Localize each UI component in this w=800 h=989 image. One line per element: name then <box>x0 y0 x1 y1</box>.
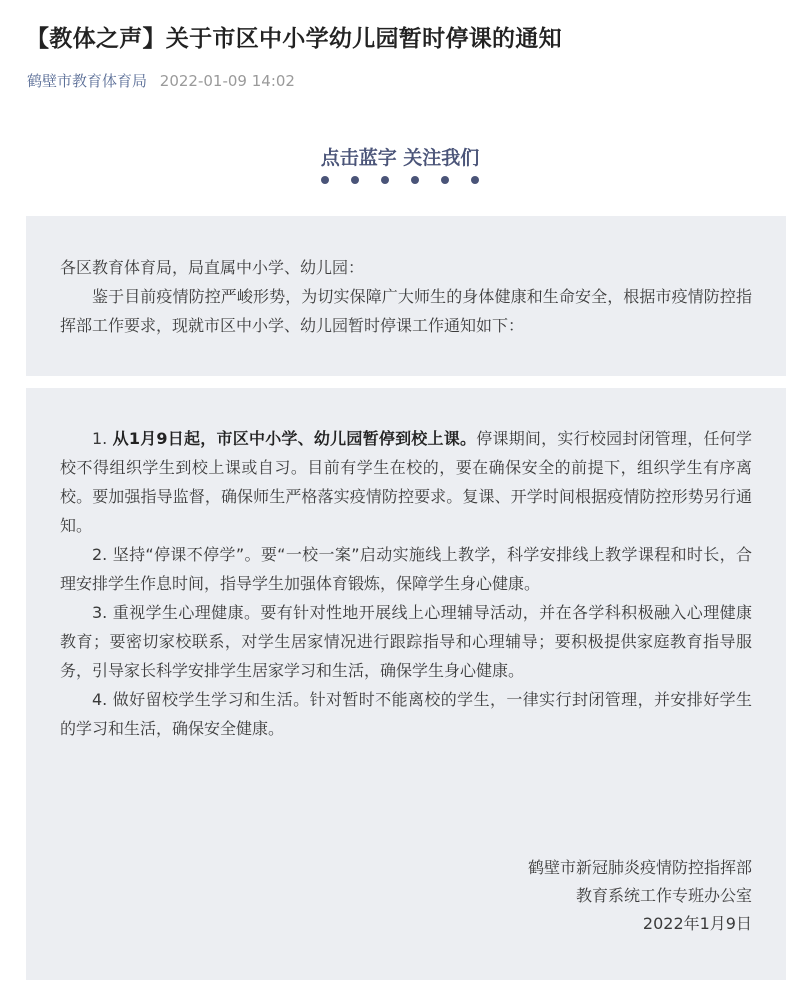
dot-icon <box>471 176 479 184</box>
dot-icon <box>441 176 449 184</box>
item-text: 重视学生心理健康。要有针对性地开展线上心理辅导活动，并在各学科积极融入心理健康教育；要密切家校联系，对学生居家情况进行跟踪指导和心理辅导；要积极提供家庭教育指导服务，引导家长科学安排学生居家学习和生活，确保学生身心健康。 <box>60 603 752 680</box>
publish-date: 2022-01-09 14:02 <box>159 72 295 90</box>
notice-item-1 <box>60 424 752 540</box>
notice-item-2 <box>60 540 752 598</box>
item-number: 4. <box>92 690 113 709</box>
dot-icon <box>351 176 359 184</box>
article-meta <box>27 70 295 91</box>
item-number: 2. <box>92 545 113 564</box>
notice-box <box>26 388 786 980</box>
signature-block <box>528 854 752 938</box>
article-title: 【教体之声】关于市区中小学幼儿园暂时停课的通知 <box>26 26 562 52</box>
intro-paragraph: 鉴于目前疫情防控严峻形势，为切实保障广大师生的身体健康和生命安全，根据市疫情防控指挥部工作要求，现就市区中小学、幼儿园暂时停课工作通知如下： <box>60 287 752 335</box>
dot-icon <box>381 176 389 184</box>
item-text: 停课期间，实行校园封闭管理，任何学校不得组织学生到校上课或自习。目前有学生在校的，要在确保安全的前提下，组织学生有序离校。要加强指导监督，确保师生严格落实疫情防控要求。复课、开学时间根据疫情防控形势另行通知。 <box>60 429 752 535</box>
author-link[interactable]: 鹤壁市教育体育局 <box>27 72 148 90</box>
item-text: 做好留校学生学习和生活。针对暂时不能离校的学生，一律实行封闭管理，并安排好学生的学习和生活，确保安全健康。 <box>60 690 752 738</box>
dot-icon <box>411 176 419 184</box>
item-bold-text: 从1月9日起，市区中小学、幼儿园暂停到校上课。 <box>112 429 477 448</box>
notice-item-4 <box>60 685 752 743</box>
item-number: 3. <box>92 603 113 622</box>
item-text: 坚持“停课不停学”。要“一校一案”启动实施线上教学，科学安排线上教学课程和时长，合理安排学生作息时间，指导学生加强体育锻炼，保障学生身心健康。 <box>60 545 752 593</box>
item-number: 1. <box>92 429 113 448</box>
salutation: 各区教育体育局，局直属中小学、幼儿园： <box>60 258 365 277</box>
signature-date: 2022年1月9日 <box>642 914 752 933</box>
follow-us-banner[interactable]: 点击蓝字 关注我们 <box>320 147 480 169</box>
intro-box <box>26 216 786 376</box>
dot-icon <box>321 176 329 184</box>
decorative-dots <box>0 176 800 184</box>
notice-item-3 <box>60 598 752 685</box>
signature-org: 鹤壁市新冠肺炎疫情防控指挥部 <box>527 858 752 877</box>
signature-office: 教育系统工作专班办公室 <box>575 886 752 905</box>
